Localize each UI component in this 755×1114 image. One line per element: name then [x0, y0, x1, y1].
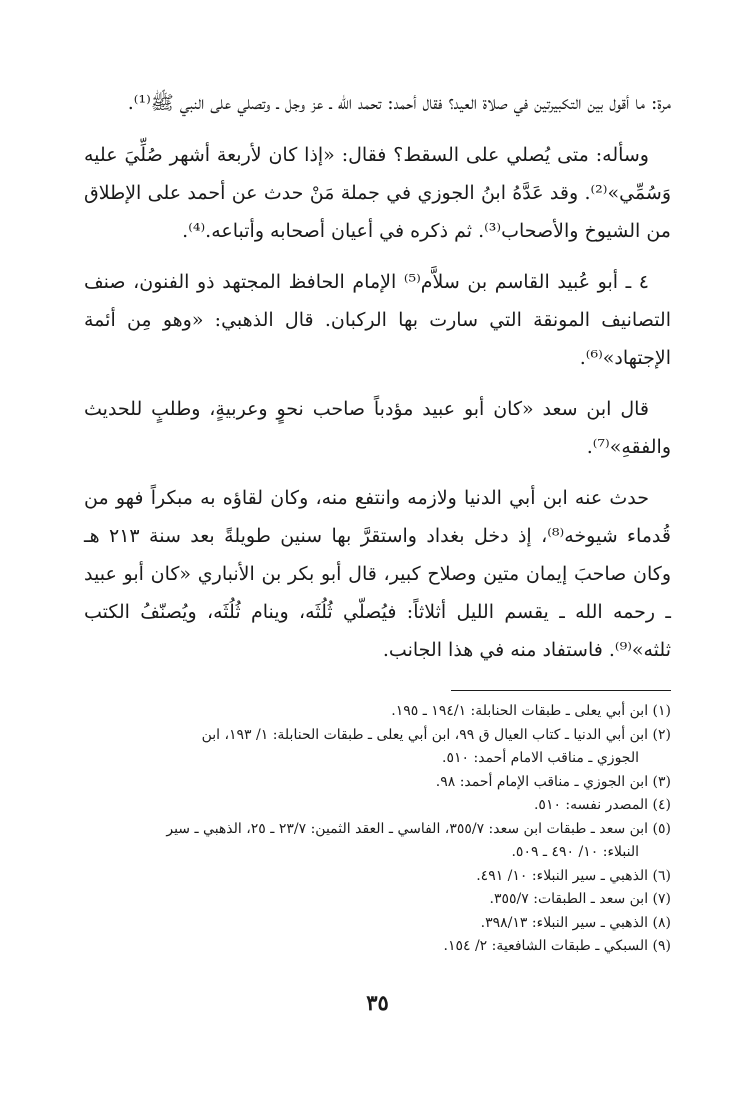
paragraph-ibn-saad-quote: قال ابن سعد «كان أبو عبيد مؤدباً صاحب نحوٍ وعربيةٍ، وطلبٍ للحديث والفقهِ»⁽⁷⁾.	[84, 398, 671, 458]
footnote-separator	[451, 690, 671, 691]
footnote-1: (١) ابن أبي يعلى ـ طبقات الحنابلة: ١٩٤/١ ـ ١٩٥.	[391, 703, 671, 719]
footnote-8: (٨) الذهبي ـ سير النبلاء: ٣٩٨/١٣.	[480, 914, 671, 931]
page-number: ٣٥	[366, 990, 389, 1015]
main-text	[84, 84, 671, 682]
footnote-2: (٢) ابن أبي الدنيا ـ كتاب العيال ق ٩٩، ابن أبي يعلى ـ طبقات الحنابلة: ١/ ١٩٣، ابن	[201, 726, 671, 743]
footnote-7: (٧) ابن سعد ـ الطبقات: ٣٥٥/٧.	[489, 891, 671, 907]
paragraph-ibn-abi-dunya: حدث عنه ابن أبي الدنيا ولازمه وانتفع منه، وكان لقاؤه به مبكراً فهو من قُدماء شيوخه⁽⁸⁾، إذ دخل بغداد واستقرَّ بها سنين طويلةً بعد سنة ٢١٣ هـ وكان صاحبَ إيمان متين وصلاح كبير، قال أبو بكر بن الأنباري «كان أبو عبيد ـ رحمه الله ـ يقسم الليل أثلاثاً: فيُصلّي ثُلُثَه، وينام ثُلُثَه، ويُصنّفُ الكتب ثلثه»⁽⁹⁾. فاستفاد منه في هذا الجانب.	[84, 487, 671, 661]
footnote-5: (٥) ابن سعد ـ طبقات ابن سعد: ٣٥٥/٧، الفاسي ـ العقد الثمين: ٢٣/٧ ـ ٢٥، الذهبي ـ سير	[166, 820, 671, 837]
paragraph-abu-ubaid-intro: ٤ ـ أبو عُبيد القاسم بن سلاَّم⁽⁵⁾ الإمام الحافظ المجتهد ذو الفنون، صنف التصانيف المونقة التي سارت بها الركبان. قال الذهبي: «وهو مِن أئمة الإجتهاد»⁽⁶⁾.	[84, 271, 671, 369]
paragraph-continuation: مرة: ما أقول بين التكبيرتين في صلاة العيد؟ فقال أحمد: تحمد الله ـ عز وجل ـ وتصلي على النبي ﷺ⁽¹⁾.	[127, 92, 671, 114]
footnote-4: (٤) المصدر نفسه: ٥١٠.	[533, 797, 671, 813]
footnote-9: (٩) السبكي ـ طبقات الشافعية: ٢/ ١٥٤.	[443, 938, 671, 954]
footnote-6: (٦) الذهبي ـ سير النبلاء: ١٠/ ٤٩١.	[476, 867, 671, 884]
footnote-3: (٣) ابن الجوزي ـ مناقب الإمام أحمد: ٩٨.	[435, 773, 671, 790]
footnote-5-continuation: النبلاء: ١٠/ ٤٩٠ ـ ٥٠٩.	[511, 844, 639, 860]
footnote-2-continuation: الجوزي ـ مناقب الامام أحمد: ٥١٠.	[442, 750, 639, 766]
paragraph-question-stillbirth: وسأله: متى يُصلي على السقط؟ فقال: «إذا كان لأربعة أشهر صُلِّيَ عليه وَسُمِّي»⁽²⁾. وقد عَدَّهُ ابنُ الجوزي في جملة مَنْ حدث عن أحمد على الإطلاق من الشيوخ والأصحاب⁽³⁾. ثم ذكره في أعيان أصحابه وأتباعه.⁽⁴⁾.	[84, 144, 671, 242]
footnotes	[84, 700, 671, 959]
